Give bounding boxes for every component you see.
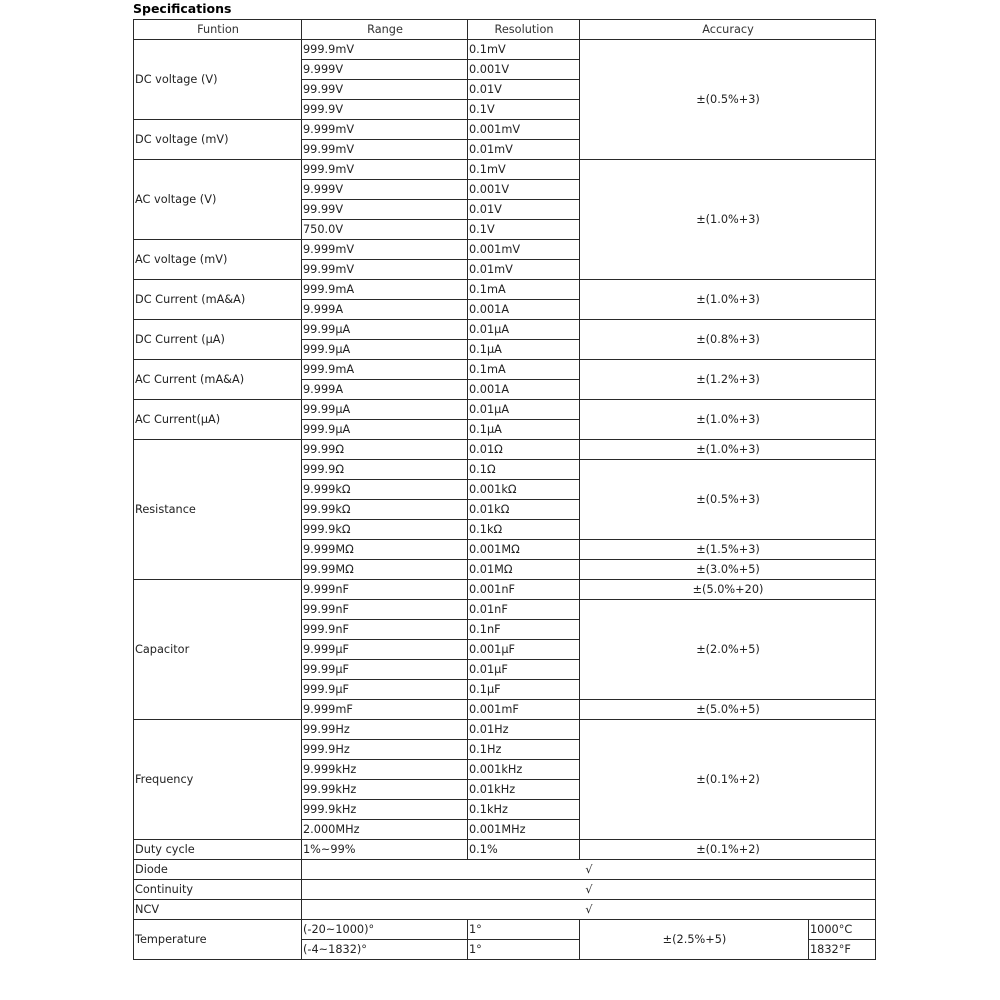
range-cell: 999.9nF [302, 620, 468, 640]
accuracy-cell: ±(1.2%+3) [580, 360, 876, 400]
function-ac-voltage-mv: AC voltage (mV) [134, 240, 302, 280]
resolution-cell: 0.001V [468, 60, 580, 80]
range-cell: 99.99mV [302, 260, 468, 280]
range-cell: 999.9mV [302, 40, 468, 60]
table-row [134, 160, 876, 180]
accuracy-dc-voltage: ±(0.5%+3) [580, 40, 876, 160]
function-ac-voltage-v: AC voltage (V) [134, 160, 302, 240]
resolution-cell: 0.1nF [468, 620, 580, 640]
specifications-table [133, 19, 876, 960]
function-continuity: Continuity [134, 880, 302, 900]
resolution-cell: 0.001A [468, 380, 580, 400]
range-cell: 99.99nF [302, 600, 468, 620]
range-cell: 99.99μA [302, 320, 468, 340]
function-ac-current-ua: AC Current(μA) [134, 400, 302, 440]
resolution-cell: 0.1Hz [468, 740, 580, 760]
check-mark: √ [302, 860, 876, 880]
resolution-cell: 0.01kHz [468, 780, 580, 800]
function-ac-current-ma: AC Current (mA&A) [134, 360, 302, 400]
range-cell: 99.99Hz [302, 720, 468, 740]
range-cell: 99.99kΩ [302, 500, 468, 520]
accuracy-cell: ±(1.5%+3) [580, 540, 876, 560]
range-cell: 750.0V [302, 220, 468, 240]
range-cell: 9.999mV [302, 120, 468, 140]
resolution-cell: 0.1μA [468, 420, 580, 440]
function-temperature: Temperature [134, 920, 302, 960]
range-cell: 99.99Ω [302, 440, 468, 460]
header-accuracy: Accuracy [580, 20, 876, 40]
resolution-cell: 0.01V [468, 80, 580, 100]
resolution-cell: 0.001μF [468, 640, 580, 660]
accuracy-cell: ±(2.5%+5) [580, 920, 809, 960]
accuracy-cell: ±(5.0%+20) [580, 580, 876, 600]
accuracy-cell: ±(2.0%+5) [580, 600, 876, 700]
resolution-cell: 0.001mV [468, 240, 580, 260]
resolution-cell: 0.001mF [468, 700, 580, 720]
function-dc-voltage-mv: DC voltage (mV) [134, 120, 302, 160]
resolution-cell: 0.01μF [468, 660, 580, 680]
table-row [134, 720, 876, 740]
accuracy-cell: ±(0.1%+2) [580, 840, 876, 860]
accuracy-cell: ±(1.0%+3) [580, 400, 876, 440]
page [133, 0, 875, 960]
table-row [134, 860, 876, 880]
resolution-cell: 0.01mV [468, 140, 580, 160]
resolution-cell: 0.1% [468, 840, 580, 860]
function-dc-current-ua: DC Current (μA) [134, 320, 302, 360]
resolution-cell: 0.1mA [468, 280, 580, 300]
accuracy-cell: ±(5.0%+5) [580, 700, 876, 720]
resolution-cell: 0.1Ω [468, 460, 580, 480]
accuracy-cell: ±(3.0%+5) [580, 560, 876, 580]
resolution-cell: 0.01μA [468, 320, 580, 340]
function-duty-cycle: Duty cycle [134, 840, 302, 860]
range-cell: 99.99μA [302, 400, 468, 420]
table-row [134, 840, 876, 860]
function-resistance: Resistance [134, 440, 302, 580]
unit-celsius: 1000°C [809, 920, 876, 940]
resolution-cell: 0.01Ω [468, 440, 580, 460]
resolution-cell: 0.01mV [468, 260, 580, 280]
resolution-cell: 0.01V [468, 200, 580, 220]
range-cell: 999.9mV [302, 160, 468, 180]
table-row [134, 880, 876, 900]
resolution-cell: 0.1μF [468, 680, 580, 700]
table-row [134, 320, 876, 340]
table-row [134, 400, 876, 420]
range-cell: 99.99V [302, 80, 468, 100]
range-cell: 999.9Hz [302, 740, 468, 760]
range-cell: 999.9μF [302, 680, 468, 700]
resolution-cell: 0.001MΩ [468, 540, 580, 560]
resolution-cell: 0.1V [468, 220, 580, 240]
function-ncv: NCV [134, 900, 302, 920]
table-row [134, 920, 876, 940]
resolution-cell: 0.01kΩ [468, 500, 580, 520]
resolution-cell: 0.001A [468, 300, 580, 320]
check-mark: √ [302, 900, 876, 920]
resolution-cell: 0.1mV [468, 160, 580, 180]
range-cell: 9.999kHz [302, 760, 468, 780]
table-row [134, 440, 876, 460]
range-cell: 9.999V [302, 60, 468, 80]
page-title: Specifications [133, 1, 232, 16]
header-resolution: Resolution [468, 20, 580, 40]
resolution-cell: 1° [468, 940, 580, 960]
range-cell: 999.9kHz [302, 800, 468, 820]
table-row [134, 40, 876, 60]
function-dc-voltage-v: DC voltage (V) [134, 40, 302, 120]
range-cell: 9.999A [302, 380, 468, 400]
range-cell: 99.99kHz [302, 780, 468, 800]
table-row [134, 360, 876, 380]
resolution-cell: 0.001nF [468, 580, 580, 600]
resolution-cell: 0.1kΩ [468, 520, 580, 540]
table-row [134, 900, 876, 920]
resolution-cell: 0.1μA [468, 340, 580, 360]
accuracy-cell: ±(0.8%+3) [580, 320, 876, 360]
range-cell: 99.99V [302, 200, 468, 220]
resolution-cell: 0.01MΩ [468, 560, 580, 580]
accuracy-cell: ±(0.1%+2) [580, 720, 876, 840]
range-cell: 999.9μA [302, 420, 468, 440]
accuracy-cell: ±(0.5%+3) [580, 460, 876, 540]
resolution-cell: 0.1V [468, 100, 580, 120]
resolution-cell: 0.001mV [468, 120, 580, 140]
function-diode: Diode [134, 860, 302, 880]
range-cell: 99.99mV [302, 140, 468, 160]
accuracy-cell: ±(1.0%+3) [580, 440, 876, 460]
check-mark: √ [302, 880, 876, 900]
table-row [134, 580, 876, 600]
function-frequency: Frequency [134, 720, 302, 840]
range-cell: 999.9V [302, 100, 468, 120]
range-cell: 1%~99% [302, 840, 468, 860]
range-cell: 99.99μF [302, 660, 468, 680]
resolution-cell: 0.01Hz [468, 720, 580, 740]
range-cell: (-20~1000)° [302, 920, 468, 940]
range-cell: 99.99MΩ [302, 560, 468, 580]
range-cell: 9.999μF [302, 640, 468, 660]
range-cell: (-4~1832)° [302, 940, 468, 960]
accuracy-ac-voltage: ±(1.0%+3) [580, 160, 876, 280]
resolution-cell: 0.1kHz [468, 800, 580, 820]
header-function: Funtion [134, 20, 302, 40]
range-cell: 999.9μA [302, 340, 468, 360]
table-row [134, 280, 876, 300]
range-cell: 9.999A [302, 300, 468, 320]
resolution-cell: 0.1mV [468, 40, 580, 60]
range-cell: 999.9kΩ [302, 520, 468, 540]
range-cell: 2.000MHz [302, 820, 468, 840]
resolution-cell: 0.001kΩ [468, 480, 580, 500]
range-cell: 999.9Ω [302, 460, 468, 480]
range-cell: 9.999V [302, 180, 468, 200]
resolution-cell: 0.001kHz [468, 760, 580, 780]
range-cell: 9.999nF [302, 580, 468, 600]
resolution-cell: 0.01nF [468, 600, 580, 620]
resolution-cell: 0.001V [468, 180, 580, 200]
range-cell: 9.999mF [302, 700, 468, 720]
resolution-cell: 0.001MHz [468, 820, 580, 840]
resolution-cell: 1° [468, 920, 580, 940]
resolution-cell: 0.1mA [468, 360, 580, 380]
resolution-cell: 0.01μA [468, 400, 580, 420]
range-cell: 999.9mA [302, 280, 468, 300]
header-row [134, 20, 876, 40]
unit-fahrenheit: 1832°F [809, 940, 876, 960]
range-cell: 9.999kΩ [302, 480, 468, 500]
function-dc-current-ma: DC Current (mA&A) [134, 280, 302, 320]
header-range: Range [302, 20, 468, 40]
accuracy-cell: ±(1.0%+3) [580, 280, 876, 320]
range-cell: 999.9mA [302, 360, 468, 380]
range-cell: 9.999mV [302, 240, 468, 260]
function-capacitor: Capacitor [134, 580, 302, 720]
range-cell: 9.999MΩ [302, 540, 468, 560]
